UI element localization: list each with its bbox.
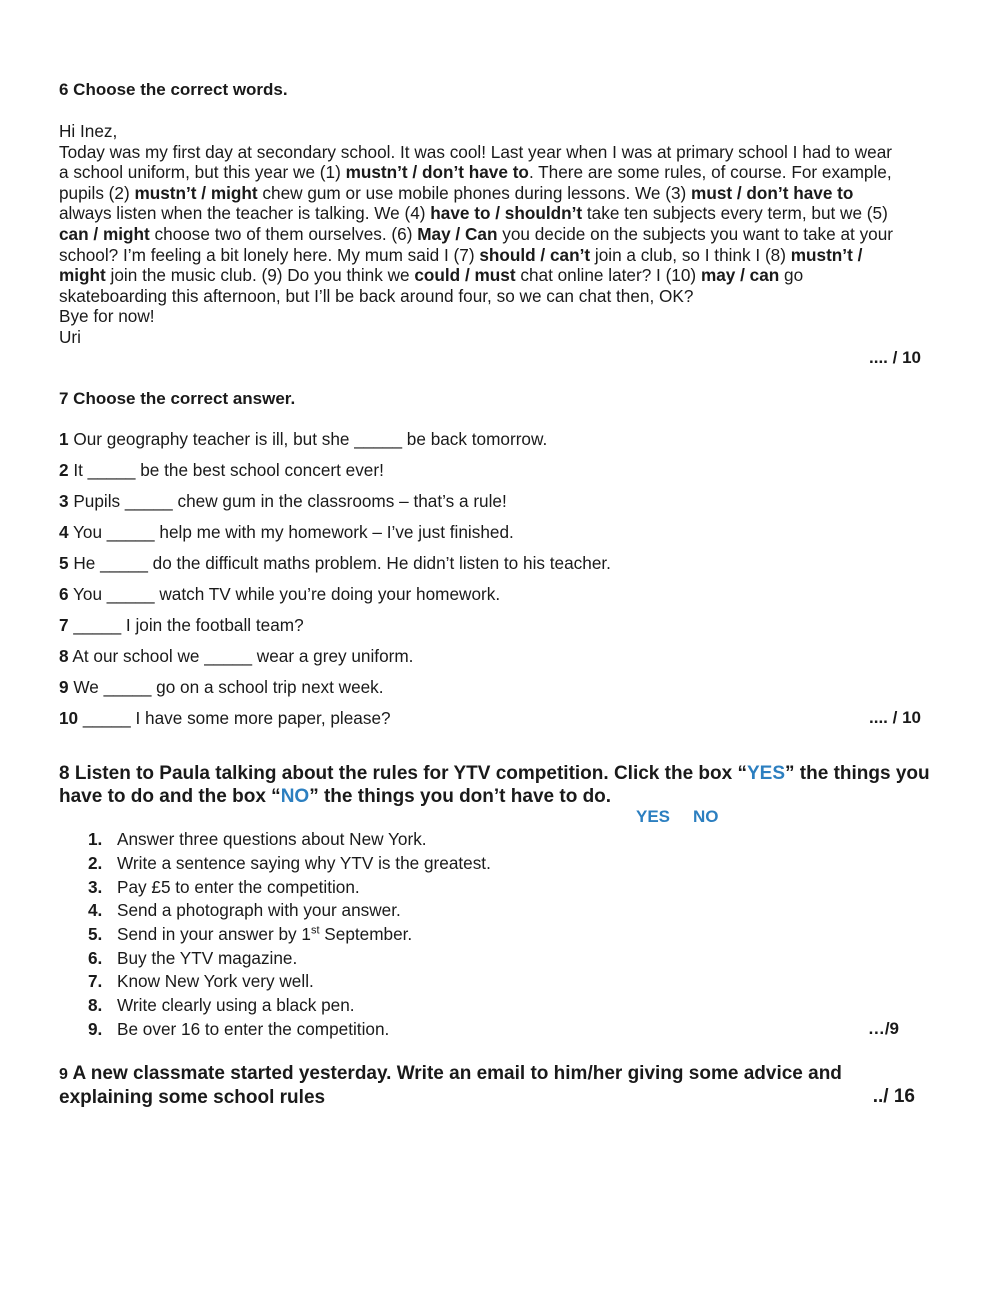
section-7-score: .... / 10 — [869, 708, 921, 727]
choice-2[interactable]: mustn’t / might — [134, 182, 258, 203]
section-9-title — [59, 1062, 939, 1109]
item-text: You _____ help me with my homework – I’ve just finished. — [73, 522, 514, 542]
item-number: 7 — [59, 615, 69, 635]
item-number: 1. — [88, 829, 103, 849]
item-number: 4 — [59, 522, 69, 542]
letter-text-segment: school? I’m feeling a bit lonely here. My mum said I (7) — [59, 244, 480, 265]
item-text: Send in your answer by 1 — [117, 924, 311, 944]
title-text: A new classmate started yesterday. Write an email to him/her giving some advice and — [72, 1063, 842, 1084]
letter-text-segment: choose two of them ourselves. (6) — [149, 223, 418, 244]
choice-3[interactable]: must / don’t have to — [691, 182, 854, 203]
item-number: 4. — [88, 900, 103, 920]
item-number: 8 — [59, 646, 69, 666]
letter-text-segment: pupils (2) — [59, 182, 135, 203]
item-text: At our school we _____ wear a grey uniform. — [72, 646, 414, 666]
section-7-title: 7 Choose the correct answer. — [59, 389, 296, 408]
statement-item — [88, 900, 401, 921]
statement-item — [88, 853, 491, 874]
letter-line-1 — [59, 142, 939, 163]
item-text: Send a photograph with your answer. — [117, 900, 401, 920]
item-text: Write clearly using a black pen. — [117, 995, 355, 1015]
section-6-score: .... / 10 — [869, 348, 921, 367]
statement-item — [88, 971, 314, 992]
choice-8-part-2[interactable]: might — [59, 265, 106, 286]
letter-text-segment: go — [779, 265, 804, 286]
title-segment: ” the things you don’t have to do. — [309, 786, 612, 807]
question-7-item[interactable] — [59, 429, 547, 450]
question-7-item[interactable] — [59, 553, 611, 574]
ordinal-suffix: st — [310, 924, 320, 937]
item-number: 6. — [88, 948, 103, 968]
letter-greeting: Hi Inez, — [59, 121, 118, 141]
statement-item — [88, 829, 427, 850]
section-9-line-2 — [59, 1086, 939, 1109]
item-number: 9 — [59, 677, 69, 697]
item-number: 2. — [88, 853, 103, 873]
yes-column-header: YES — [636, 807, 671, 826]
letter-line-5 — [59, 224, 939, 245]
question-7-item[interactable] — [59, 646, 413, 667]
item-text: Be over 16 to enter the competition. — [117, 1019, 390, 1039]
section-9-number: 9 — [59, 1066, 68, 1083]
question-7-item[interactable] — [59, 708, 391, 729]
title-yes-word: YES — [746, 763, 786, 784]
letter-line-7 — [59, 265, 939, 286]
statement-item — [88, 995, 355, 1016]
section-9-line-1 — [59, 1062, 939, 1086]
choice-1[interactable]: mustn’t / don’t have to — [345, 162, 529, 183]
choice-6[interactable]: May / Can — [417, 223, 498, 244]
choice-7[interactable]: should / can’t — [479, 244, 591, 265]
item-text: Write a sentence saying why YTV is the greatest. — [117, 853, 491, 873]
letter-text-segment: a school uniform, but this year we (1) — [59, 162, 346, 183]
letter-signoff: Bye for now! — [59, 306, 155, 327]
choice-8-part-1[interactable]: mustn’t / — [790, 244, 863, 265]
item-text: Pupils _____ chew gum in the classrooms – that’s a rule! — [73, 491, 507, 511]
statement-item — [88, 877, 360, 898]
letter-line-4 — [59, 203, 939, 224]
choice-10[interactable]: may / can — [700, 265, 780, 286]
letter-text — [59, 121, 939, 348]
item-text-tail: September. — [319, 924, 413, 944]
question-7-item[interactable] — [59, 584, 500, 605]
letter-line-3 — [59, 183, 939, 204]
question-7-item[interactable] — [59, 491, 507, 512]
item-number: 3. — [88, 877, 103, 897]
title-text: explaining some school rules — [59, 1087, 326, 1108]
choice-4[interactable]: have to / shouldn’t — [430, 203, 583, 224]
item-text: It _____ be the best school concert ever! — [73, 460, 384, 480]
item-text: You _____ watch TV while you’re doing your homework. — [73, 584, 501, 604]
letter-text-segment: you decide on the subjects you want to take at your — [497, 223, 894, 244]
item-number: 1 — [59, 429, 69, 449]
letter-text-segment: take ten subjects every term, but we (5) — [582, 203, 888, 224]
item-text: Answer three questions about New York. — [117, 829, 427, 849]
letter-line-2 — [59, 162, 939, 183]
choice-5[interactable]: can / might — [59, 223, 150, 244]
statement-item — [88, 924, 412, 945]
section-9-score: ../ 16 — [872, 1086, 915, 1107]
item-number: 7. — [88, 971, 103, 991]
choice-9[interactable]: could / must — [414, 265, 516, 286]
letter-text-segment: chat online later? I (10) — [515, 265, 701, 286]
statement-item — [88, 948, 297, 969]
item-number: 3 — [59, 491, 69, 511]
letter-signature: Uri — [59, 326, 81, 347]
item-number: 5. — [88, 924, 103, 944]
item-number: 6 — [59, 584, 69, 604]
item-number: 10 — [59, 708, 79, 728]
title-segment: 8 Listen to Paula talking about the rules for YTV competition. Click the box “ — [59, 763, 747, 784]
section-8-title — [59, 762, 939, 808]
letter-text-segment: . There are some rules, of course. For example, — [528, 162, 892, 183]
letter-text-segment: join the music club. (9) Do you think we — [105, 265, 415, 286]
no-column-header: NO — [693, 807, 719, 826]
letter-text-segment: chew gum or use mobile phones during lessons. We (3) — [257, 182, 692, 203]
letter-line-6 — [59, 245, 939, 266]
letter-text-segment: join a club, so I think I (8) — [590, 244, 791, 265]
title-no-word: NO — [280, 786, 310, 807]
question-7-item[interactable] — [59, 522, 514, 543]
item-number: 9. — [88, 1019, 103, 1039]
item-text: Know New York very well. — [117, 971, 314, 991]
letter-line-8: skateboarding this afternoon, but I’ll be back around four, so we can chat then, OK? — [59, 285, 694, 306]
item-text: Our geography teacher is ill, but she _____ be back tomorrow. — [73, 429, 548, 449]
item-text: He _____ do the difficult maths problem. He didn’t listen to his teacher. — [73, 553, 611, 573]
item-text: _____ I join the football team? — [73, 615, 304, 635]
statement-item — [88, 1019, 389, 1040]
item-number: 5 — [59, 553, 69, 573]
item-text: Buy the YTV magazine. — [117, 948, 298, 968]
title-segment: ” the things you have to do and the box “ — [59, 763, 930, 807]
question-7-item[interactable] — [59, 677, 384, 698]
item-number: 8. — [88, 995, 103, 1015]
item-number: 2 — [59, 460, 69, 480]
question-7-item[interactable] — [59, 615, 304, 636]
section-8-score: …/9 — [867, 1019, 899, 1038]
question-7-item[interactable] — [59, 460, 384, 481]
section-6-title: 6 Choose the correct words. — [59, 80, 288, 99]
letter-text-segment: Today was my first day at secondary school. It was cool! Last year when I was at primary school I had to wear — [59, 141, 893, 162]
item-text: Pay £5 to enter the competition. — [117, 877, 360, 897]
item-text: _____ I have some more paper, please? — [82, 708, 391, 728]
item-text: We _____ go on a school trip next week. — [73, 677, 384, 697]
letter-text-segment: always listen when the teacher is talking. We (4) — [59, 203, 431, 224]
